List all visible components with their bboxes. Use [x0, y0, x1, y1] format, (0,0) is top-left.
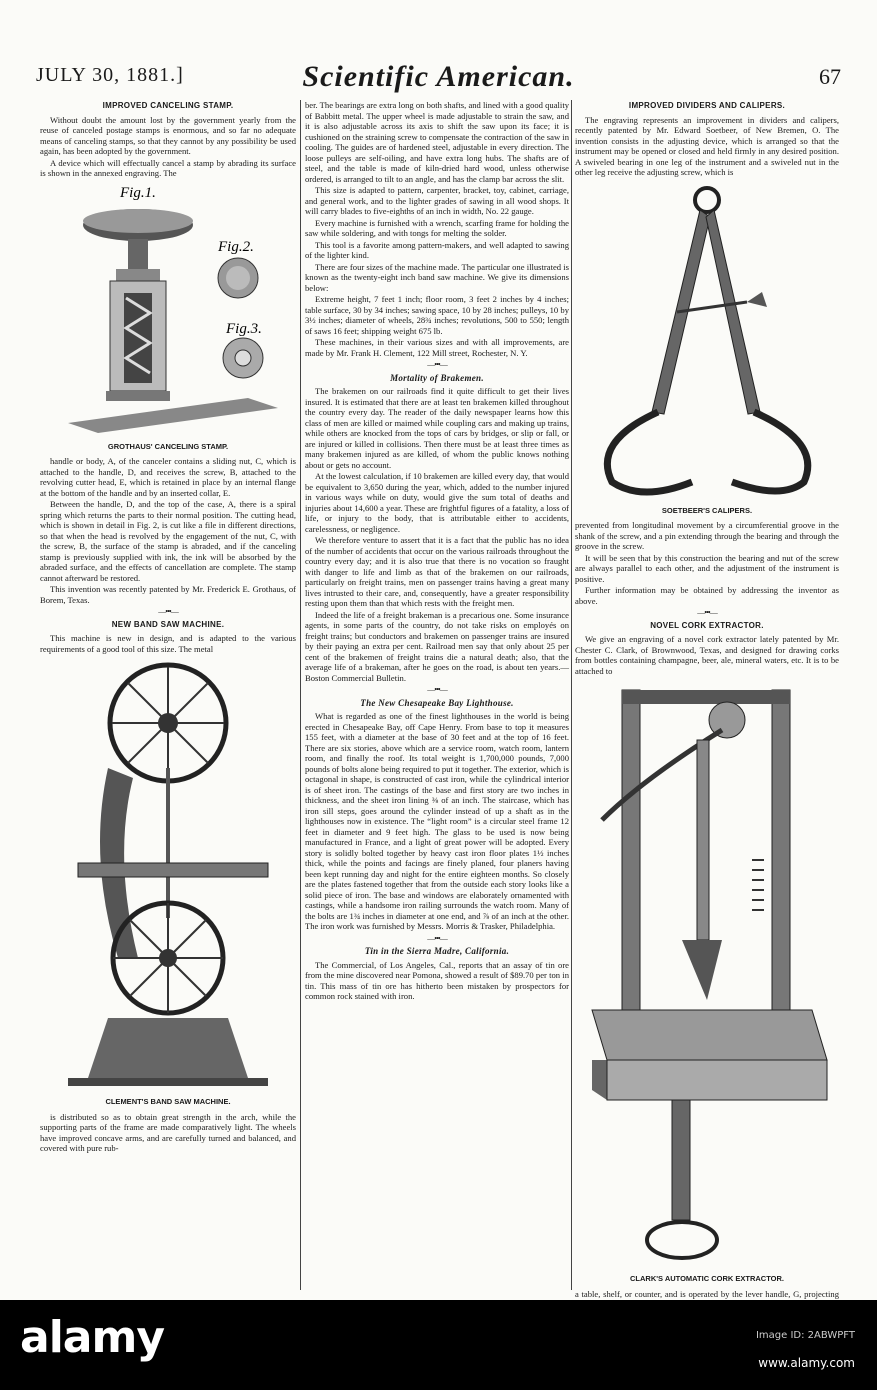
paragraph: It will be seen that by this construction the bearing and nut of the screw are always parallel to each other, and the adjustment of the instrument is positive.	[575, 552, 839, 584]
section-separator: —•••—	[427, 933, 447, 943]
section-separator: —•••—	[697, 608, 717, 617]
paragraph: There are four sizes of the machine made. The particular one illustrated is known as the twenty-eight inch band saw machine. We give its dimensions below:	[305, 261, 569, 293]
article-heading-calipers: IMPROVED DIVIDERS AND CALIPERS.	[628, 101, 786, 110]
cork-extractor-engraving	[582, 680, 832, 1270]
section-separator: —•••—	[427, 360, 447, 369]
masthead-title: Scientific American.	[302, 60, 575, 93]
column-1	[40, 100, 296, 1155]
paragraph: Extreme height, 7 feet 1 inch; floor room, 3 feet 2 inches by 4 inches; table surface, 30 by 34 inches; sawing space, 10 by 28 inches; pulleys, 10 by 3½ inches; diameter of wheels, 28¾ inches; revolutions, 500 to 550; length of saws 16 feet; shipping weight 675 lb.	[305, 294, 569, 336]
fig2-label: Fig.2.	[218, 238, 254, 255]
article-heading-cork-extractor: NOVEL CORK EXTRACTOR.	[650, 620, 764, 630]
paragraph: This invention was recently patented by Mr. Frederick E. Grothaus, of Borem, Texas.	[40, 584, 296, 605]
figure-caption: CLARK'S AUTOMATIC CORK EXTRACTOR.	[629, 1274, 784, 1283]
canceling-stamp-engraving	[48, 183, 288, 438]
paragraph: We give an engraving of a novel cork extractor lately patented by Mr. Chester C. Clark, of Brownwood, Texas, and designed for drawing corks from bottles containing champagne, beer, ale, mineral waters, etc. It is to be attached to	[575, 634, 839, 676]
paragraph: Every machine is furnished with a wrench, scarfing frame for holding the saw while soldering, and with tongs for melting the solder.	[305, 217, 569, 238]
paragraph: prevented from longitudinal movement by a circumferential groove in the shank of the screw, and a pin extending through the bearing and through the groove in the screw.	[575, 520, 839, 551]
stock-watermark-bar	[0, 1300, 877, 1390]
paragraph: is distributed so as to obtain great strength in the arch, while the supporting parts of the frame are made comparatively light. The wheels have improved concave arms, and are carefully turned and balanced, and covered with pure rub-	[40, 1111, 296, 1153]
paragraph: The engraving represents an improvement in dividers and calipers, recently patented by Mr. Edward Soetbeer, of New Bremen, O. The invention consists in the adjusting device, which is arranged so that the instrument may be opened or closed and held firmly in any desired position. A swiveled bearing in one leg of the instrument and a swiveled nut in the other leg receive the adjusting screw, which is	[575, 114, 839, 177]
paragraph: The Commercial, of Los Angeles, Cal., reports that an assay of tin ore from the mine discovered near Pomona, showed a result of $89.70 per ton in tin. This mass of tin ore has hitherto been mistaken by prospectors for common rock stained with iron.	[305, 959, 569, 1001]
page-number: 67	[819, 64, 841, 89]
fig3-label: Fig.3.	[226, 320, 262, 337]
paragraph: A device which will effectually cancel a stamp by abrading its surface is shown in the annexed engraving. The	[40, 157, 296, 178]
page-header	[36, 60, 841, 96]
paragraph: Further information may be obtained by addressing the inventor as above.	[575, 585, 839, 606]
column-rule	[300, 100, 301, 1290]
stock-url: www.alamy.com	[758, 1356, 855, 1370]
column-3	[575, 100, 839, 1333]
calipers-engraving	[582, 182, 832, 502]
article-heading-canceling-stamp: IMPROVED CANCELING STAMP.	[102, 101, 234, 110]
alamy-logo: alamy	[20, 1312, 164, 1363]
article-heading-band-saw: NEW BAND SAW MACHINE.	[111, 619, 225, 629]
section-separator: —•••—	[158, 607, 178, 616]
figure-caption: SOETBEER'S CALIPERS.	[661, 505, 753, 515]
paragraph: a table, shelf, or counter, and is operated by the lever handle, G, projecting	[575, 1288, 839, 1299]
paragraph: ber. The bearings are extra long on both shafts, and lined with a good quality of Babbitt metal. The upper wheel is made adjustable to strain the saw, and it is also adjustable across its axis to shift the saw upon its face; it is cushioned on the straining screw to compensate the contraction of the saw in cooling. The guides are of hardened steel, adjustable in every direction. The loose pulleys are self-oiling, and have extra long hubs. The shafts are of steel, and the table is made of kiln-dried hard wood, unless otherwise ordered, is arranged to tilt to an angle, and has the clamp bar across the slit.	[305, 100, 569, 184]
paragraph: Indeed the life of a freight brakeman is a precarious one. Some insurance agents, in some parts of the country, do not take risks on employés on freight trains; but conductors and brakemen on passenger trains are insured by their paying an extra per cent. Railroad men say that only about 25 per cent of the brakemen of freight trains die a natural death; also, that the average life of a brakeman, after he goes on the road, is about ten years.—Boston Commercial Bulletin.	[305, 609, 569, 683]
figure-caption: CLEMENT'S BAND SAW MACHINE.	[105, 1097, 231, 1106]
paragraph: Without doubt the amount lost by the government yearly from the reuse of canceled postage stamps is enormous, and so far no adequate means of canceling stamps, so that they cannot by any possibility be used again, has been adopted by the government.	[40, 114, 296, 156]
paragraph: These machines, in their various sizes and with all improvements, are made by Mr. Frank H. Clement, 122 Mill street, Rochester, N. Y.	[305, 337, 569, 358]
header-date: JULY 30, 1881.]	[36, 64, 184, 86]
paragraph: This size is adapted to pattern, carpenter, bracket, toy, cabinet, carriage, and general work, and to the lighter grades of sawing in all wood shops. It will carry blades to five-eighths of an inch in width, No. 22 gauge.	[305, 185, 569, 216]
paragraph: We therefore venture to assert that it is a fact that the public has no idea of the number of accidents that occur on the various railroads throughout the country every day; and it is also true that there is no vocation so fraught with danger to life and limb as that of the brakemen on our railroads, particularly on freight trains, men on passenger trains having a great many lives intrusted to their care, and, consequently, have a greater responsibility resting upon them than that which rests with the freight men.	[305, 535, 569, 608]
paragraph: handle or body, A, of the canceler contains a sliding nut, C, which is attached to the handle, D, and receives the screw, B, attached to the revolving cutter head, E, which is retained in place by an internal flange at the bottom of the handle and by an inserted collar, E.	[40, 456, 296, 498]
paragraph: Between the handle, D, and the top of the case, A, there is a spiral spring which returns the parts to their normal position. The cutting head, which is shown in detail in Fig. 2, is cut like a file in different directions, so that when the head is revolved by the engagement of the nut, C, with the screw, B, the surface of the stamp is abraded, and if the canceling stamp is previously supplied with ink, the ink will be absorbed by the abraded surface, and the effects of cancellation are complete. The stamp cannot afterward be restored.	[40, 499, 296, 583]
paragraph: This tool is a favorite among pattern-makers, and well adapted to sawing of the lighter kind.	[305, 239, 569, 260]
stock-image-id: Image ID: 2ABWPFT	[755, 1330, 855, 1341]
article-heading-lighthouse: The New Chesapeake Bay Lighthouse.	[360, 697, 514, 708]
column-rule	[571, 100, 572, 1290]
band-saw-engraving	[48, 658, 288, 1093]
paragraph: What is regarded as one of the finest lighthouses in the world is being erected in Chesapeake Bay, off Cape Henry. From base to top it measures 155 feet, with a diameter at the base of 30 feet and at the top of 16 feet. There are six stories, above which are a service room, watch room, lantern room, and finally the roof. Its total weight is 1,700,000 pounds, 7,000 pounds of bolts alone being required to put it together. The exterior, which is octagonal in shape, is constructed of cast iron, while the cylindrical interior is of sheet iron. The castings of the base and first story are two inches in thickness, and the sheet iron lining ⅜ of an inch. The staircase, which has iron sill steps, goes around the cylinder instead of up a shaft as in the lighthouses now in existence. The “light room” is a circular steel frame 12 feet in diameter and 9 feet high. The glass to be used is now being manufactured in France, and a light of great power will be adopted. Every story is solidly bolted together by heavy cast iron floor plates 1½ inches thick, while the points and facings are finely planed, four planers having been kept running day and night for the entire eighteen months. So closely are the plates fastened together that from the outside each story looks like a solid piece of iron. The base and windows are elaborately ornamented with castings, while a handsome iron railing surrounds the watch room. Many of the bolts are 1¾ inches in diameter at one end, and ⅞ of an inch at the other. The iron work was furnished by Messrs. Morris & Trasker, Philadelphia.	[305, 711, 569, 931]
fig1-label: Fig.1.	[120, 184, 156, 201]
column-2	[305, 100, 569, 1003]
article-heading-brakemen: Mortality of Brakemen.	[390, 372, 484, 383]
paragraph: The brakemen on our railroads find it quite difficult to get their lives insured. It is estimated that there are at least ten brakemen killed throughout the country every day. The reader of the daily newspaper learns how this class of men are killed or maimed while coupling cars and making up trains, while others are knocked from the tops of cars by bridges, or slip or fall, or are injured or killed in collisions. Then there must be at least three times as many brakemen injured as are killed, of whom the public knows nothing about or gets no account.	[305, 386, 569, 470]
section-separator: —•••—	[427, 685, 447, 694]
article-heading-tin: Tin in the Sierra Madre, California.	[364, 946, 510, 956]
figure-caption: GROTHAUS' CANCELING STAMP.	[107, 441, 229, 451]
paragraph: At the lowest calculation, if 10 brakemen are killed every day, that would be equivalent to 3,650 during the year, which, added to the number injured in various ways while on duty, would give the sum total of deaths and injuries about 14,600 a year. These are frightful figures of a fatality, a loss of life, or injury to the body, that is attributable either to accidents, carelessness, or negligence.	[305, 471, 569, 534]
paragraph: This machine is new in design, and is adapted to the various requirements of a good tool of this size. The metal	[40, 633, 296, 654]
